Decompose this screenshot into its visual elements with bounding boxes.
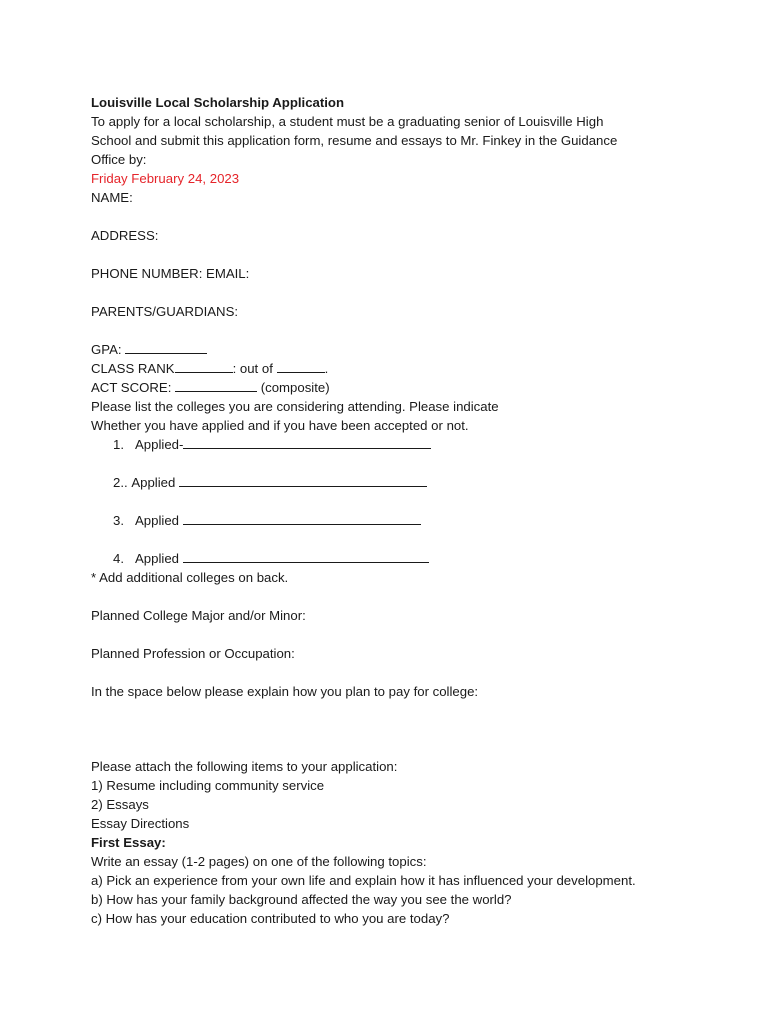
class-rank-out-of: : out of	[232, 361, 273, 376]
college-item	[113, 511, 421, 530]
college-applied-label: Applied	[135, 551, 179, 566]
page-title: Louisville Local Scholarship Application	[91, 95, 345, 110]
intro-line-2: School and submit this application form, resume and essays to Mr. Finkey in the Guidance	[91, 133, 618, 148]
attach-heading: Please attach the following items to your application:	[91, 759, 398, 774]
intro-line-3: Office by:	[91, 152, 147, 167]
essay-prompt: Write an essay (1-2 pages) on one of the following topics:	[91, 854, 427, 869]
parents-label: PARENTS/GUARDIANS:	[91, 304, 239, 319]
essay-topic: a) Pick an experience from your own life and explain how it has influenced your development.	[91, 873, 636, 888]
class-rank-label: CLASS RANK	[91, 361, 175, 376]
class-rank-blank[interactable]	[175, 360, 233, 373]
college-number: 1.	[113, 437, 124, 452]
college-item	[113, 435, 431, 454]
college-applied-label: Applied-	[135, 437, 184, 452]
college-blank[interactable]	[179, 474, 427, 487]
deadline-date: Friday February 24, 2023	[91, 171, 240, 186]
college-blank[interactable]	[183, 550, 429, 563]
colleges-intro-2: Whether you have applied and if you have been accepted or not.	[91, 418, 469, 433]
name-label: NAME:	[91, 190, 133, 205]
act-suffix: (composite)	[260, 380, 330, 395]
act-label: ACT SCORE:	[91, 380, 172, 395]
address-label: ADDRESS:	[91, 228, 159, 243]
gpa-blank[interactable]	[125, 341, 207, 354]
attach-item: 1) Resume including community service	[91, 778, 325, 793]
class-rank-period: .	[324, 361, 329, 376]
college-item	[113, 549, 429, 568]
first-essay-heading: First Essay:	[91, 835, 166, 850]
class-rank-row	[91, 359, 328, 378]
essay-topic: b) How has your family background affected the way you see the world?	[91, 892, 512, 907]
college-number: 4.	[113, 551, 124, 566]
college-blank[interactable]	[183, 512, 421, 525]
intro-line-1: To apply for a local scholarship, a student must be a graduating senior of Louisville High	[91, 114, 604, 129]
pay-for-college-prompt: In the space below please explain how you plan to pay for college:	[91, 684, 479, 699]
essay-directions: Essay Directions	[91, 816, 190, 831]
additional-colleges-note: * Add additional colleges on back.	[91, 570, 289, 585]
gpa-row	[91, 340, 207, 359]
phone-email-label: PHONE NUMBER: EMAIL:	[91, 266, 250, 281]
major-label: Planned College Major and/or Minor:	[91, 608, 306, 623]
essay-topic: c) How has your education contributed to who you are today?	[91, 911, 450, 926]
colleges-intro-1: Please list the colleges you are considering attending. Please indicate	[91, 399, 499, 414]
college-number: 3.	[113, 513, 124, 528]
class-size-blank[interactable]	[277, 360, 325, 373]
college-number: 2..	[113, 475, 128, 490]
college-item	[113, 473, 427, 492]
act-blank[interactable]	[175, 379, 257, 392]
gpa-label: GPA:	[91, 342, 122, 357]
college-applied-label: Applied	[131, 475, 176, 490]
attach-item: 2) Essays	[91, 797, 149, 812]
act-row	[91, 378, 330, 397]
college-blank[interactable]	[183, 436, 431, 449]
profession-label: Planned Profession or Occupation:	[91, 646, 295, 661]
college-applied-label: Applied	[135, 513, 179, 528]
